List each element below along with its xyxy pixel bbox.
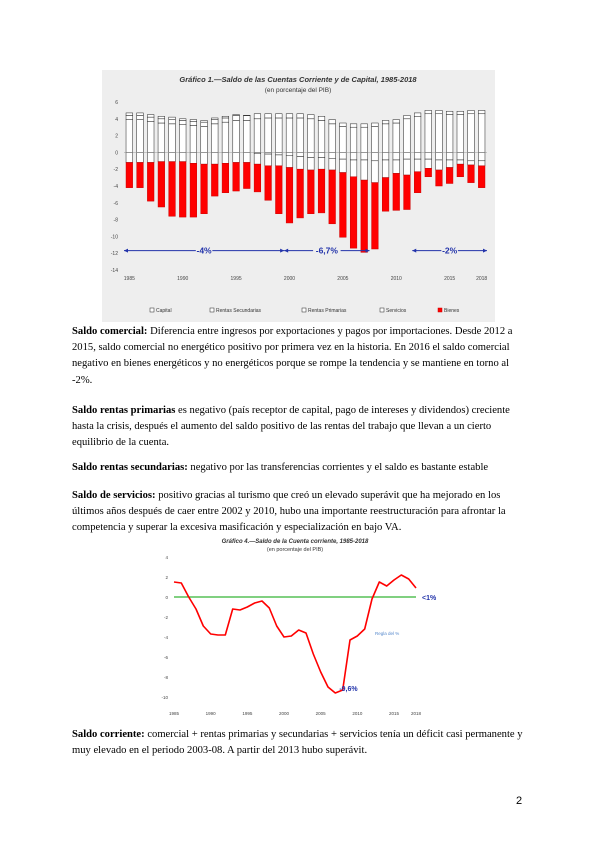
chart1-bar-capital-2004 — [329, 120, 336, 124]
chart1-bar-bienes-2004 — [329, 170, 336, 224]
chart1-bar-servicios-1996 — [243, 120, 250, 152]
chart1-bar-rentas-secundarias-1986 — [137, 113, 144, 116]
chart1-bar-capital-2001 — [297, 114, 304, 118]
chart1-ytick-1: 4 — [115, 116, 118, 123]
chart2-xtick-0: 1985 — [168, 711, 180, 716]
chart1-ytick-2: 2 — [115, 133, 118, 140]
chart1-bar-bienes-2018 — [478, 166, 485, 188]
chart1-bar-rentas-secundarias-2003 — [318, 152, 325, 157]
chart1-bar-rentas-secundarias-2017 — [468, 152, 475, 160]
chart1-bar-rentas-primarias-1991 — [190, 152, 197, 163]
chart1-bar-rentas-primarias-1994 — [222, 152, 229, 163]
chart1-bar-rentas-primarias-1993 — [211, 152, 218, 164]
chart1-bar-servicios-1998 — [265, 118, 272, 152]
chart1-ytick-8: -10 — [110, 234, 118, 241]
chart1-bar-rentas-secundarias-2015 — [446, 152, 453, 160]
chart1-ytick-6: -6 — [113, 200, 118, 207]
chart1-bar-rentas-secundarias-2006 — [350, 152, 357, 160]
chart1-bar-capital-2008 — [372, 123, 379, 126]
chart1-bar-rentas-secundarias-1990 — [179, 119, 186, 121]
chart1-bar-capital-1993 — [211, 120, 218, 124]
chart1-bar-rentas-primarias-1985 — [126, 152, 133, 162]
text-rentas-secundarias: negativo por las transferencias corrientes y el saldo es bastante estable — [187, 462, 489, 473]
chart1-bar-capital-1989 — [169, 120, 176, 124]
chart1-bar-capital-2003 — [318, 116, 325, 120]
chart2-ytick-5: -6 — [163, 655, 168, 660]
chart1-bar-rentas-secundarias-2010 — [393, 152, 400, 160]
chart1-bar-bienes-2016 — [457, 164, 464, 177]
chart2-annotation-last: <1% — [422, 595, 437, 602]
chart1-legend-swatch-4 — [438, 308, 442, 312]
chart1-legend-label-1: Rentas Secundarias — [216, 308, 262, 314]
chart1-bar-rentas-secundarias-1999 — [275, 152, 282, 155]
chart1-bar-capital-2012 — [414, 113, 421, 116]
chart1-bar-servicios-2017 — [468, 114, 475, 153]
chart1-bar-capital-2018 — [478, 110, 485, 113]
chart1-bar-bienes-2005 — [340, 173, 347, 238]
chart1-bar-rentas-primarias-2015 — [446, 160, 453, 168]
term-rentas-secundarias: Saldo rentas secundarias: — [72, 462, 188, 473]
chart1-bar-bienes-2010 — [393, 173, 400, 210]
chart1-bar-bienes-1996 — [243, 162, 250, 188]
chart1-bar-rentas-primarias-2009 — [382, 160, 389, 178]
term-saldo-corriente: Saldo corriente: — [72, 729, 145, 740]
chart1-bar-rentas-primarias-1992 — [201, 152, 208, 164]
chart1-bar-servicios-2015 — [446, 115, 453, 153]
chart2-subtitle: (en porcentaje del PIB) — [266, 547, 324, 553]
chart1-bar-rentas-secundarias-1992 — [201, 120, 208, 122]
chart1-bar-rentas-secundarias-2007 — [361, 152, 368, 160]
chart1-bar-bienes-2001 — [297, 169, 304, 218]
paragraph-saldo-comercial — [72, 324, 530, 389]
chart1-bar-rentas-secundarias-1995 — [233, 115, 240, 116]
chart1-bar-servicios-1997 — [254, 119, 261, 153]
chart1-legend-swatch-1 — [210, 308, 214, 312]
chart-current-account-balance — [150, 535, 440, 720]
chart1-bar-rentas-secundarias-1998 — [265, 152, 272, 154]
chart1-bar-servicios-2000 — [286, 118, 293, 152]
chart1-bar-rentas-primarias-2000 — [286, 156, 293, 168]
chart1-bar-rentas-primarias-1999 — [275, 155, 282, 166]
chart1-bar-rentas-primarias-2011 — [404, 159, 411, 175]
chart1-bar-capital-2017 — [468, 110, 475, 113]
chart2-ytick-4: -4 — [163, 635, 168, 640]
chart1-bar-servicios-1986 — [137, 120, 144, 153]
chart1-bar-rentas-primarias-1995 — [233, 152, 240, 162]
chart1-bar-bienes-1985 — [126, 162, 133, 187]
chart1-bar-rentas-primarias-2014 — [436, 160, 443, 170]
chart1-bar-servicios-1999 — [275, 118, 282, 152]
page-number: 2 — [516, 795, 523, 807]
chart1-bar-servicios-2014 — [436, 114, 443, 153]
chart1-xtick-3: 2000 — [283, 276, 296, 282]
chart1-legend-swatch-2 — [302, 308, 306, 312]
chart1-bar-rentas-secundarias-2012 — [414, 152, 421, 159]
chart1-bar-bienes-2006 — [350, 177, 357, 248]
chart1-bar-bienes-1998 — [265, 166, 272, 200]
chart1-bar-capital-1986 — [137, 115, 144, 119]
term-servicios: Saldo de servicios: — [72, 490, 156, 501]
chart1-bar-servicios-2008 — [372, 126, 379, 152]
chart1-bar-rentas-primarias-1988 — [158, 152, 165, 161]
chart1-bar-servicios-2010 — [393, 123, 400, 152]
chart2-ytick-7: -10 — [161, 695, 168, 700]
chart1-bar-rentas-secundarias-2009 — [382, 152, 389, 160]
chart1-bar-capital-2005 — [340, 123, 347, 126]
chart1-bar-bienes-2008 — [372, 183, 379, 249]
chart1-bar-rentas-secundarias-1991 — [190, 120, 197, 122]
chart1-bar-rentas-secundarias-2014 — [436, 152, 443, 160]
chart1-bar-capital-1999 — [275, 114, 282, 118]
chart1-bar-bienes-2017 — [468, 165, 475, 183]
chart1-bar-bienes-1986 — [137, 162, 144, 187]
chart1-bar-rentas-secundarias-1987 — [147, 115, 154, 118]
chart1-bar-rentas-primarias-1986 — [137, 152, 144, 162]
chart1-subtitle: (en porcentaje del PIB) — [264, 87, 332, 94]
chart1-bar-servicios-1988 — [158, 123, 165, 152]
chart1-title: Gráfico 1.—Saldo de las Cuentas Corriente y de Capital, 1985-2018 — [179, 75, 417, 84]
chart1-bar-servicios-2016 — [457, 115, 464, 153]
chart2-xtick-1: 1990 — [205, 711, 216, 716]
chart1-bar-rentas-secundarias-2016 — [457, 152, 464, 160]
chart1-bar-capital-1996 — [243, 115, 250, 120]
chart1-bar-bienes-1992 — [201, 164, 208, 214]
chart1-bar-servicios-1994 — [222, 122, 229, 152]
chart1-bar-servicios-1993 — [211, 124, 218, 153]
chart1-bar-servicios-1989 — [169, 124, 176, 153]
chart1-bar-capital-2014 — [436, 110, 443, 113]
chart2-ytick-1: 2 — [165, 575, 168, 580]
chart1-bar-servicios-2007 — [361, 127, 368, 152]
chart1-bar-rentas-primarias-1989 — [169, 152, 176, 161]
chart1-bar-servicios-1991 — [190, 126, 197, 153]
chart1-bar-servicios-1992 — [201, 126, 208, 152]
chart1-bar-rentas-secundarias-2018 — [478, 152, 485, 160]
chart1-bar-capital-2009 — [382, 120, 389, 123]
chart1-bar-bienes-1988 — [158, 162, 165, 207]
chart1-bar-bienes-2009 — [382, 178, 389, 212]
chart1-bar-bienes-1994 — [222, 163, 229, 192]
chart1-bar-rentas-primarias-2007 — [361, 160, 368, 180]
chart1-bar-capital-1992 — [201, 122, 208, 126]
chart1-bar-rentas-primarias-1996 — [243, 152, 250, 162]
chart1-legend-label-4: Bienes — [444, 308, 460, 314]
chart1-bar-rentas-primarias-1997 — [254, 153, 261, 164]
chart1-bar-rentas-primarias-2003 — [318, 157, 325, 169]
chart2-ytick-0: 4 — [165, 555, 168, 560]
chart1-bar-servicios-2012 — [414, 116, 421, 152]
chart1-ytick-4: -2 — [113, 167, 118, 174]
chart1-legend-label-0: Capital — [156, 308, 172, 314]
chart1-annotation-label-2: -2% — [442, 245, 458, 256]
chart1-bar-rentas-secundarias-2004 — [329, 152, 336, 158]
chart1-bar-rentas-primarias-2010 — [393, 160, 400, 173]
chart2-ytick-3: -2 — [163, 615, 168, 620]
chart1-bar-capital-2015 — [446, 111, 453, 114]
chart1-bar-rentas-primarias-2008 — [372, 161, 379, 183]
chart1-bar-bienes-2007 — [361, 180, 368, 252]
chart1-bar-rentas-secundarias-1994 — [222, 116, 229, 118]
chart1-bar-bienes-1990 — [179, 162, 186, 217]
chart1-bar-servicios-2001 — [297, 118, 304, 152]
chart2-ytick-2: 0 — [165, 595, 168, 600]
chart1-xtick-4: 2005 — [337, 276, 349, 282]
chart1-bar-rentas-secundarias-2001 — [297, 152, 304, 156]
chart1-bar-capital-1995 — [233, 115, 240, 120]
chart1-bar-rentas-secundarias-2011 — [404, 152, 411, 159]
chart1-bar-capital-1998 — [265, 114, 272, 118]
chart1-bar-bienes-2013 — [425, 168, 432, 176]
text-rentas-primarias: es negativo (país receptor de capital, pago de intereses y dividendos) creciente hasta la crisis, después el aumento del saldo positivo de las rentas del trabajo que llevan a un cierto equilibrio de la cuenta. — [72, 405, 510, 449]
chart1-bar-rentas-primarias-2001 — [297, 157, 304, 170]
term-rentas-primarias: Saldo rentas primarias — [72, 405, 176, 416]
chart1-bar-capital-2006 — [350, 124, 357, 127]
chart1-bar-bienes-1995 — [233, 162, 240, 191]
chart1-bar-capital-1988 — [158, 119, 165, 123]
chart2-xtick-5: 2010 — [352, 711, 363, 716]
chart1-bar-bienes-2012 — [414, 172, 421, 193]
chart1-bar-bienes-1987 — [147, 162, 154, 201]
chart1-bar-rentas-primarias-1990 — [179, 152, 186, 161]
chart1-bar-rentas-primarias-2002 — [308, 157, 315, 170]
text-saldo-comercial: Diferencia entre ingresos por exportaciones y pagos por importaciones. Desde 2012 a 2015, saldo comercial no energético positivo por primera vez en la historia. En 2016 el saldo comercial negativo en bienes energéticos y no energéticos porque se rompe la tendencia y se mantiene en torno al -2%. — [72, 326, 513, 386]
chart1-ytick-5: -4 — [113, 184, 118, 190]
chart2-ytick-6: -8 — [163, 675, 168, 680]
chart1-bar-servicios-2013 — [425, 114, 432, 153]
chart1-bar-rentas-secundarias-1989 — [169, 117, 176, 120]
chart1-bar-servicios-1985 — [126, 120, 133, 153]
chart1-xtick-0: 1985 — [123, 276, 135, 282]
chart1-xtick-6: 2015 — [444, 276, 456, 282]
chart1-bar-bienes-1997 — [254, 164, 261, 192]
chart1-ytick-0: 6 — [115, 100, 118, 106]
chart1-bar-bienes-1993 — [211, 164, 218, 196]
chart2-xtick-4: 2005 — [315, 711, 326, 716]
chart1-bar-capital-2011 — [404, 115, 411, 118]
text-saldo-corriente: comercial + rentas primarias y secundarias + servicios tenía un déficit casi permanente y muy elevado en el periodo 2003-08. A partir del 2013 hubo superávit. — [72, 729, 523, 757]
chart1-bar-rentas-secundarias-2000 — [286, 152, 293, 155]
chart1-ytick-9: -12 — [110, 251, 118, 258]
chart1-bar-rentas-primarias-2018 — [478, 161, 485, 166]
chart1-bar-rentas-secundarias-2008 — [372, 152, 379, 160]
chart2-xtick-2: 1995 — [242, 711, 253, 716]
chart1-bar-rentas-primarias-2006 — [350, 160, 357, 177]
chart1-bar-capital-1991 — [190, 121, 197, 125]
chart1-bar-capital-2000 — [286, 114, 293, 118]
chart2-xtick-3: 2000 — [278, 711, 290, 716]
chart1-legend-swatch-3 — [380, 308, 384, 312]
chart1-bar-rentas-primarias-2017 — [468, 161, 475, 165]
text-servicios: positivo gracias al turismo que creó un elevado superávit que ha mejorado en los últimos años después de caer entre 2002 y 2010, hubo una importante reestructuración para afrontar la competencia y superar la excesiva masificación y especialización en bajo VA. — [72, 490, 506, 534]
chart1-bar-rentas-primarias-2016 — [457, 160, 464, 164]
chart1-bar-servicios-2003 — [318, 120, 325, 152]
chart1-bar-capital-1987 — [147, 117, 154, 121]
chart1-bar-capital-2016 — [457, 111, 464, 114]
chart2-xtick-6: 2015 — [388, 711, 400, 716]
chart1-bar-servicios-2004 — [329, 124, 336, 153]
chart1-bar-bienes-1989 — [169, 162, 176, 217]
chart2-reference-label: Regla del % — [375, 631, 400, 636]
chart1-bar-capital-1985 — [126, 115, 133, 119]
chart1-ytick-3: 0 — [115, 150, 118, 157]
chart1-legend-label-3: Servicios — [386, 308, 407, 314]
chart1-ytick-10: -14 — [110, 268, 118, 274]
chart1-bar-capital-2013 — [425, 110, 432, 113]
chart1-bar-rentas-secundarias-1988 — [158, 116, 165, 119]
chart1-bar-servicios-1987 — [147, 121, 154, 152]
chart1-bar-bienes-2015 — [446, 168, 453, 184]
chart1-bar-capital-1990 — [179, 120, 186, 124]
chart-current-capital-balance — [102, 70, 495, 322]
chart1-bar-rentas-secundarias-2005 — [340, 152, 347, 159]
chart1-xtick-2: 1995 — [230, 276, 242, 282]
chart1-bar-rentas-secundarias-1993 — [211, 118, 218, 120]
chart1-bar-bienes-2002 — [308, 170, 315, 214]
chart1-bar-rentas-primarias-2012 — [414, 159, 421, 172]
chart1-bar-rentas-primarias-2004 — [329, 158, 336, 170]
chart1-bar-capital-2007 — [361, 124, 368, 127]
chart1-bar-rentas-primarias-1987 — [147, 152, 154, 162]
paragraph-rentas-secundarias — [72, 460, 530, 476]
chart1-bar-servicios-2002 — [308, 119, 315, 153]
chart1-annotation-label-1: -6,7% — [315, 245, 338, 256]
chart1-bar-bienes-2014 — [436, 170, 443, 186]
chart1-bar-rentas-primarias-1998 — [265, 154, 272, 166]
chart1-bar-bienes-2011 — [404, 175, 411, 209]
paragraph-saldo-corriente — [72, 727, 530, 759]
chart1-bar-bienes-1999 — [275, 166, 282, 214]
chart1-annotation-label-0: -4% — [196, 245, 212, 256]
chart1-bar-capital-2010 — [393, 120, 400, 123]
chart1-bar-rentas-secundarias-1985 — [126, 113, 133, 116]
chart1-bar-capital-1997 — [254, 114, 261, 119]
chart1-bar-bienes-1991 — [190, 163, 197, 217]
chart1-bar-servicios-2009 — [382, 124, 389, 153]
chart2-annotation-min: -9,6% — [339, 686, 358, 693]
chart1-bar-rentas-primarias-2005 — [340, 159, 347, 172]
chart1-xtick-1: 1990 — [177, 276, 189, 282]
chart1-ytick-7: -8 — [113, 217, 118, 224]
chart1-bar-servicios-2005 — [340, 126, 347, 152]
paragraph-servicios — [72, 488, 530, 537]
chart1-xtick-5: 2010 — [390, 276, 402, 282]
chart2-title: Gráfico 4.—Saldo de la Cuenta corriente, 1985-2018 — [221, 539, 369, 545]
chart1-bar-bienes-2003 — [318, 169, 325, 213]
chart1-legend-label-2: Rentas Primarias — [308, 308, 347, 314]
term-saldo-comercial: Saldo comercial: — [72, 326, 148, 337]
chart1-bar-bienes-2000 — [286, 168, 293, 223]
chart1-bar-servicios-2018 — [478, 114, 485, 153]
chart1-bar-rentas-secundarias-2013 — [425, 152, 432, 159]
chart1-bar-servicios-2006 — [350, 127, 357, 152]
chart1-bar-rentas-secundarias-2002 — [308, 152, 315, 157]
chart1-bar-capital-2002 — [308, 115, 315, 119]
chart1-xtick-7: 2018 — [476, 276, 488, 282]
chart1-bar-servicios-1995 — [233, 120, 240, 152]
chart1-bar-servicios-1990 — [179, 125, 186, 153]
chart1-bar-capital-1994 — [222, 118, 229, 122]
chart1-bar-servicios-2011 — [404, 119, 411, 153]
chart2-xtick-7: 2018 — [410, 711, 422, 716]
chart1-legend-swatch-0 — [150, 308, 154, 312]
chart1-bar-rentas-primarias-2013 — [425, 159, 432, 168]
paragraph-rentas-primarias — [72, 403, 530, 452]
